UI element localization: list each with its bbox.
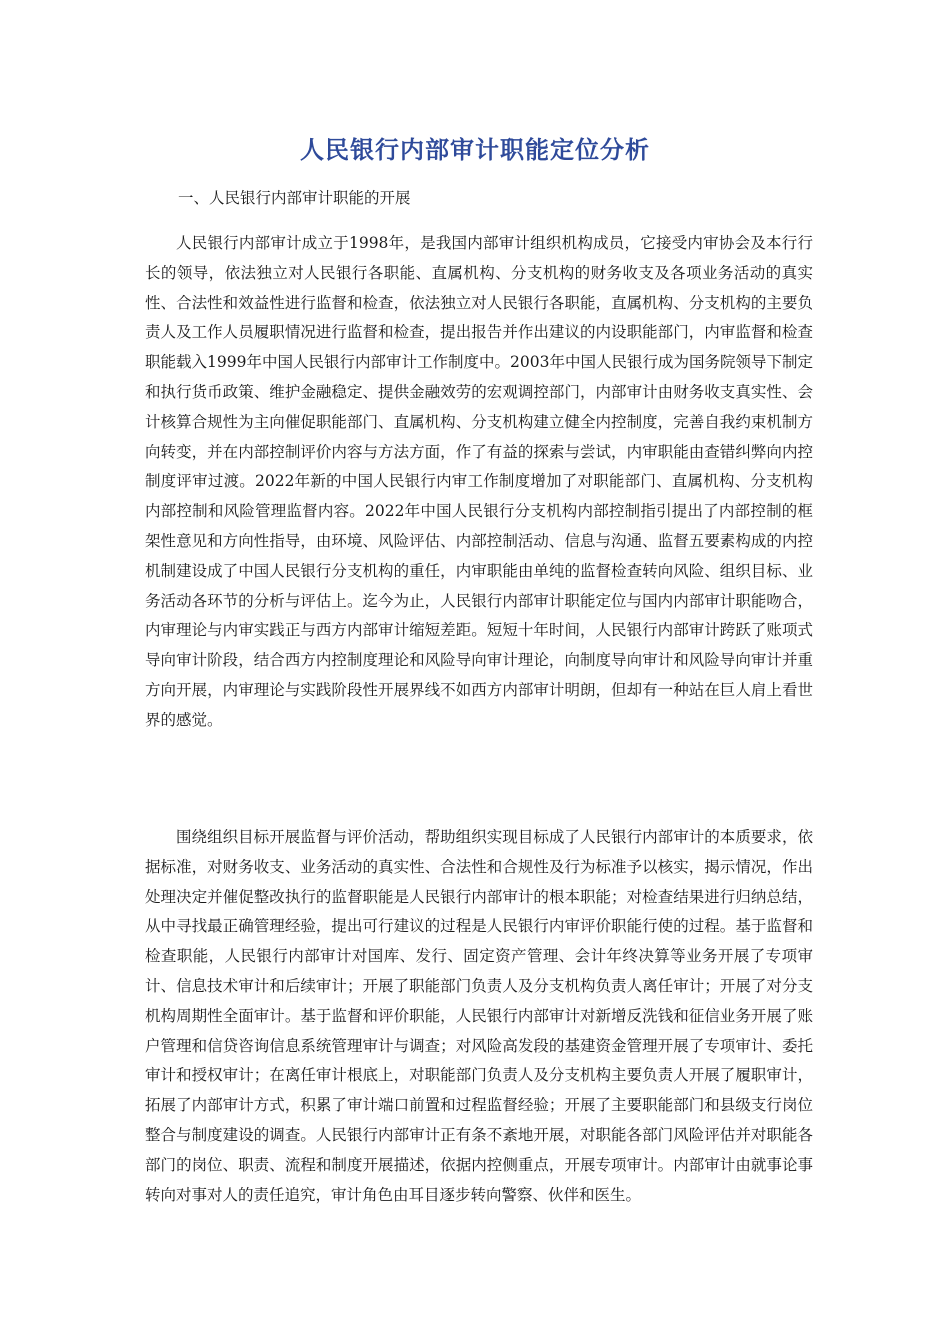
- body-paragraph: 围绕组织目标开展监督与评价活动，帮助组织实现目标成了人民银行内部审计的本质要求，依据标准，对财务收支、业务活动的真实性、合法性和合规性及行为标准予以核实，揭示情况，作出处理决定并催促整改执行的监督职能是人民银行内部审计的根本职能；对检查结果进行归纳总结，从中寻找最正确管理经验，提出可行建议的过程是人民银行内审评价职能行使的过程。基于监督和检查职能，人民银行内部审计对国库、发行、固定资产管理、会计年终决算等业务开展了专项审计、信息技术审计和后续审计；开展了职能部门负责人及分支机构负责人离任审计；开展了对分支机构周期性全面审计。基于监督和评价职能，人民银行内部审计对新增反洗钱和征信业务开展了账户管理和信贷咨询信息系统管理审计与调查；对风险高发段的基建资金管理开展了专项审计、委托审计和授权审计；在离任审计根底上，对职能部门负责人及分支机构主要负责人开展了履职审计，拓展了内部审计方式，积累了审计端口前置和过程监督经验；开展了主要职能部门和县级支行岗位整合与制度建设的调查。人民银行内部审计正有条不紊地开展，对职能各部门风险评估并对职能各部门的岗位、职责、流程和制度开展描述，依据内控侧重点，开展专项审计。内部审计由就事论事转向对事对人的责任追究，审计角色由耳目逐步转向警察、伙伴和医生。: [145, 828, 813, 1204]
- body-paragraph: 人民银行内部审计成立于1998年，是我国内部审计组织机构成员，它接受内审协会及本行行长的领导，依法独立对人民银行各职能、直属机构、分支机构的财务收支及各项业务活动的真实性、合法性和效益性进行监督和检查，依法独立对人民银行各职能，直属机构、分支机构的主要负责人及工作人员履职情况进行监督和检查，提出报告并作出建议的内设职能部门，内审监督和检查职能载入1999年中国人民银行内部审计工作制度中。2003年中国人民银行成为国务院领导下制定和执行货币政策、维护金融稳定、提供金融效劳的宏观调控部门，内部审计由财务收支真实性、会计核算合规性为主向催促职能部门、直属机构、分支机构建立健全内控制度，完善自我约束机制方向转变，并在内部控制评价内容与方法方面，作了有益的探索与尝试，内审职能由查错纠弊向内控制度评审过渡。2022年新的中国人民银行内审工作制度增加了对职能部门、直属机构、分支机构内部控制和风险管理监督内容。2022年中国人民银行分支机构内部控制指引提出了内部控制的框架性意见和方向性指导，由环境、风险评估、内部控制活动、信息与沟通、监督五要素构成的内控机制建设成了中国人民银行分支机构的重任，内审职能由单纯的监督检查转向风险、组织目标、业务活动各环节的分析与评估上。迄今为止，人民银行内部审计职能定位与国内内部审计职能吻合，内审理论与内审实践正与西方内部审计缩短差距。短短十年时间，人民银行内部审计跨跃了账项式导向审计阶段，结合西方内控制度理论和风险导向审计理论，向制度导向审计和风险导向审计并重方向开展，内审理论与实践阶段性开展界线不如西方内部审计明朗，但却有一种站在巨人肩上看世界的感觉。: [145, 234, 813, 729]
- section-heading: 一、人民银行内部审计职能的开展: [178, 189, 411, 207]
- document-title: 人民银行内部审计职能定位分析: [300, 136, 650, 164]
